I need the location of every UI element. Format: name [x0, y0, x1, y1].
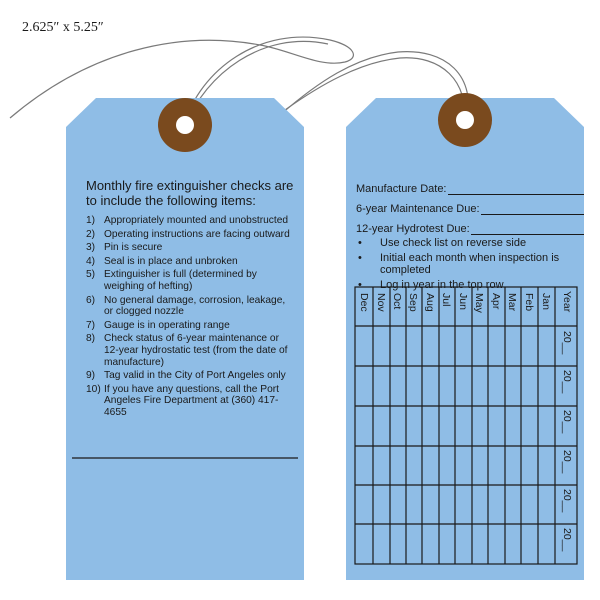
- month-header-apr: Apr: [490, 293, 502, 310]
- year-cell[interactable]: 20__: [561, 410, 573, 434]
- month-header-mar: Mar: [506, 293, 518, 312]
- item-text: No general damage, corrosion, leakage, or clogged nozzle: [104, 294, 286, 318]
- year-cell[interactable]: 20__: [561, 528, 573, 552]
- item-number: 6): [86, 294, 96, 306]
- month-header-jul: Jul: [440, 293, 452, 307]
- item-text: Operating instructions are facing outward: [104, 228, 290, 240]
- item-text: Pin is secure: [104, 242, 163, 254]
- instructions-list: [356, 237, 584, 291]
- checklist-item: [86, 229, 296, 241]
- checklist-item: [86, 320, 296, 332]
- front-title: Monthly fire extinguisher checks are to include the following items:: [86, 178, 294, 208]
- month-header-nov: Nov: [375, 293, 387, 312]
- month-header-may: May: [473, 293, 485, 313]
- item-text: Extinguisher is full (determined by weighing of hefting): [104, 269, 257, 292]
- field-label: 12-year Hydrotest Due:: [356, 223, 470, 235]
- instruction-text: Use check list on reverse side: [380, 237, 527, 249]
- fill-line: [448, 182, 585, 195]
- item-number: 2): [86, 228, 96, 240]
- checklist-item: [86, 384, 296, 419]
- year-cell[interactable]: 20__: [561, 370, 573, 394]
- year-header: Year: [561, 291, 573, 313]
- item-number: 3): [86, 242, 96, 254]
- fill-line: [471, 222, 584, 235]
- instruction-item: [356, 279, 584, 292]
- item-text: Gauge is in operating range: [104, 319, 230, 331]
- year-cell[interactable]: 20__: [561, 450, 573, 474]
- checklist-item: [86, 242, 296, 254]
- item-number: 9): [86, 370, 96, 382]
- field-label: 6-year Maintenance Due:: [356, 203, 480, 215]
- year-cell[interactable]: 20__: [561, 489, 573, 513]
- front-grommet: [158, 98, 212, 152]
- manufacture-date-field[interactable]: [356, 175, 584, 195]
- bullet-icon: •: [358, 237, 362, 249]
- size-label: 2.625″ x 5.25″: [22, 20, 104, 35]
- checklist-item: [86, 256, 296, 268]
- bullet-icon: •: [358, 251, 362, 264]
- front-checklist-panel: [86, 178, 296, 421]
- month-header-aug: Aug: [424, 293, 436, 312]
- item-number: 5): [86, 269, 96, 281]
- field-label: Manufacture Date:: [356, 183, 447, 195]
- instruction-text: Initial each month when inspection is completed: [380, 251, 560, 276]
- month-header-jan: Jan: [540, 293, 552, 310]
- checklist-item: [86, 295, 296, 318]
- month-header-dec: Dec: [358, 293, 370, 312]
- hydrotest-due-field[interactable]: [356, 215, 584, 235]
- instruction-item: [356, 252, 584, 277]
- back-tag: [346, 98, 584, 580]
- fill-line: [481, 202, 584, 215]
- checklist-item: [86, 370, 296, 382]
- checklist: [86, 215, 296, 419]
- back-info-panel: [356, 175, 584, 293]
- item-text: If you have any questions, call the Port Angeles Fire Department at (360) 417-4655: [104, 383, 279, 418]
- maintenance-due-field[interactable]: [356, 195, 584, 215]
- month-header-feb: Feb: [523, 293, 535, 312]
- month-header-jun: Jun: [457, 293, 469, 310]
- instruction-text: Log in year in the top row: [380, 278, 504, 291]
- checklist-item: [86, 333, 296, 368]
- instruction-item: [356, 237, 584, 250]
- item-number: 10): [86, 383, 101, 395]
- back-grommet: [438, 93, 492, 147]
- item-number: 4): [86, 255, 96, 267]
- checklist-item: [86, 269, 296, 292]
- bullet-icon: •: [358, 278, 362, 291]
- item-number: 1): [86, 215, 96, 226]
- month-header-oct: Oct: [391, 293, 403, 310]
- item-text: Check status of 6-year maintenance or 12-year hydrostatic test (from the date of manufacture): [104, 333, 288, 368]
- item-text: Appropriately mounted and unobstructed: [104, 215, 289, 226]
- year-cell[interactable]: 20__: [561, 331, 573, 355]
- checklist-item: [86, 215, 296, 227]
- month-header-sep: Sep: [407, 293, 419, 312]
- item-number: 8): [86, 333, 96, 345]
- item-number: 7): [86, 319, 96, 331]
- item-text: Tag valid in the City of Port Angeles only: [104, 370, 286, 382]
- item-text: Seal is in place and unbroken: [104, 255, 238, 267]
